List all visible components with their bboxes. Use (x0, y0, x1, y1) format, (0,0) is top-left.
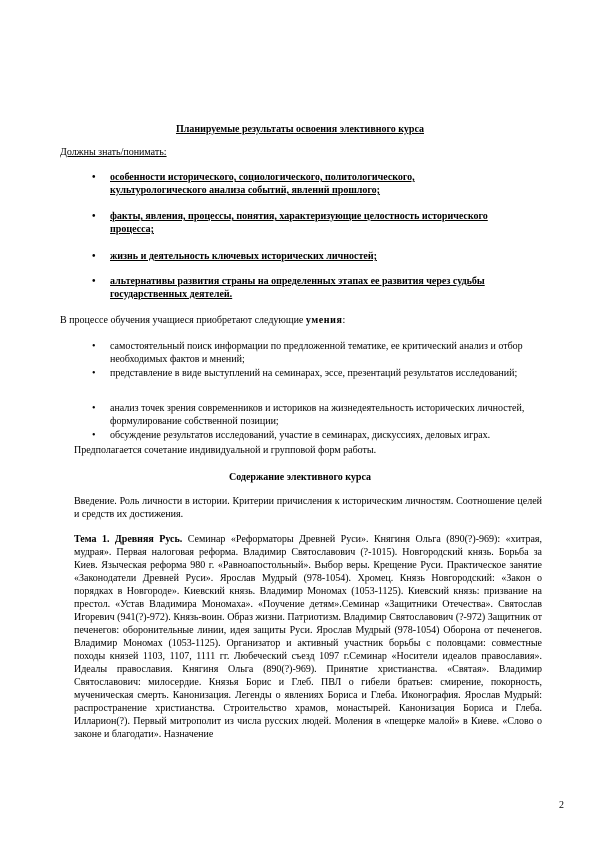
skills-intro (60, 314, 540, 327)
skill-item-3: • анализ точек зрения современников и историков на жизнедеятельность исторических личностей, формулирование собственной позиции; (110, 402, 535, 428)
know-label: Должны знать/понимать: (60, 147, 167, 158)
know-item-2: • факты, явления, процессы, понятия, характеризующие целостность исторического процесса; (110, 210, 490, 236)
skill-item-1: • самостоятельный поиск информации по предложенной тематике, ее критический анализ и отбор необходимых фактов и мнений; (110, 340, 535, 366)
skills-intro-colon: : (342, 315, 346, 326)
know-item-4: • альтернативы развития страны на определенных этапах ее развития через судьбы государственных деятелей. (110, 275, 490, 301)
know-item-3: • жизнь и деятельность ключевых исторических личностей; (110, 250, 490, 263)
topic1-title: Тема 1. Древняя Русь. (74, 534, 183, 545)
topic1-paragraph (74, 533, 542, 741)
skills-intro-text: В процессе обучения учащиеся приобретают следующие (60, 315, 306, 326)
results-heading: Планируемые результаты освоения элективного курса (175, 124, 425, 135)
topic1-text: Семинар «Реформаторы Древней Руси». Княгиня Ольга (890(?)-969): «хитрая, мудрая». Первая налоговая реформа. Владимир Святославович (?-1015). Новгородский князь. Борьба за Киев. Языческая реформа 980 г. «Равноапостольный». Выбор веры. Крещение Руси. Практическое занятие «Законодатели Древней Руси». Ярослав Мудрый (978-1054). Хромец. Князь Новгородский: «Закон о порядках в Новгороде». Киевский князь. Владимир Мономах (1053-1125). Киевский князь: призвание на престол. «Устав Владимира Мономаха». «Поучение детям».Семинар «Защитники Отечества». Святослав Игоревич (941(?)-972). Князь-воин. Образ жизни. Патриотизм. Владимир Святославович (?-972) Защитник от печенегов: оборонительные линии, идея защиты Руси. Ярослав Мудрый (978-1054) Оборона от печенегов. Владимир Мономах (1053-1125). Организатор и активный участник борьбы с половцами: совместные походы князей 1103, 1107, 1111 гг. Любеческий съезд 1097 г.Семинар «Носители идеалов православия». Идеалы православия. Княгиня Ольга (890(?)-969). Принятие христианства. «Святая». Владимир Святославович: милосердие. Князья Борис и Глеб. ПВЛ о гибели братьев: смирение, покорность, мученическая смерть. Канонизация. Легенды о явлениях Бориса и Глеба. Иконография. Ярослав Мудрый: распространение христианства. Строительство храмов, монастырей. Канонизация Бориса и Глеба. Илларион(?). Первый митрополит из числа русских людей. Моления в «пещерке малой» в Киеве. «Слово о законе и благодати». Назначение (74, 534, 542, 740)
intro-paragraph: Введение. Роль личности в истории. Критерии причисления к историческим личностям. Соотношение целей и средств их достижения. (74, 496, 542, 520)
content-heading: Содержание элективного курса (228, 472, 372, 483)
skill-item-4: • обсуждение результатов исследований, участие в семинарах, дискуссиях, деловых играх. (110, 429, 550, 442)
know-item-1: • особенности исторического, социологического, политологического, культурологического анализа событий, явлений прошлого; (110, 171, 490, 197)
forms-note: Предполагается сочетание индивидуальной и групповой форм работы. (74, 445, 377, 456)
skill-item-2: • представление в виде выступлений на семинарах, эссе, презентаций результатов исследований; (110, 367, 535, 380)
page-number: 2 (559, 800, 564, 811)
skills-intro-bold: умения (305, 315, 343, 326)
